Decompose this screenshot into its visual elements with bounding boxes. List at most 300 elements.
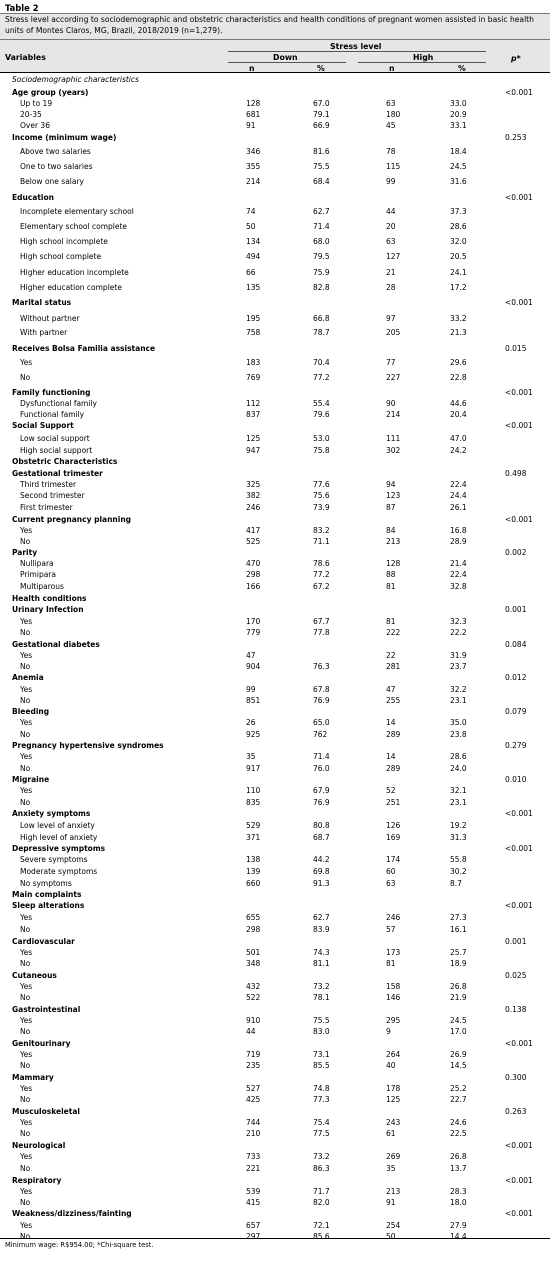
down-n-cell: 539: [246, 1187, 261, 1196]
high-pct-cell: 23.1: [450, 696, 467, 705]
row-label: Yes: [20, 948, 33, 957]
high-n-cell: 84: [386, 526, 396, 535]
down-n-cell: 170: [246, 617, 261, 626]
p-value-cell: 0.138: [505, 1005, 527, 1014]
table-title: Table 2: [5, 3, 39, 13]
high-n-cell: 81: [386, 617, 396, 626]
high-pct-cell: 26.9: [450, 1050, 467, 1059]
p-value-cell: 0.084: [505, 640, 527, 649]
high-pct-cell: 25.7: [450, 948, 467, 957]
p-value-cell: 0.002: [505, 548, 527, 557]
down-pct-cell: 67.7: [313, 617, 330, 626]
down-pct-cell: 65.0: [313, 718, 330, 727]
high-n-cell: 227: [386, 373, 401, 382]
row-label: High level of anxiety: [20, 833, 98, 842]
down-n-cell: 214: [246, 177, 261, 186]
down-pct-cell: 62.7: [313, 913, 330, 922]
p-value-cell: <0.001: [505, 88, 533, 97]
row-label: Functional family: [20, 410, 85, 419]
row-label: Primipara: [20, 570, 56, 579]
row-label: Anemia: [12, 673, 44, 682]
row-label: Yes: [20, 1118, 33, 1127]
down-pct-cell: 74.8: [313, 1084, 330, 1093]
down-n-cell: 221: [246, 1164, 261, 1173]
high-pct-cell: 24.5: [450, 1016, 467, 1025]
down-n-cell: 758: [246, 328, 261, 337]
down-pct-cell: 80.8: [313, 821, 330, 830]
down-pct-cell: 73.1: [313, 1050, 330, 1059]
header-pct-high: %: [458, 64, 466, 73]
high-n-cell: 61: [386, 1129, 396, 1138]
down-pct-cell: 75.6: [313, 491, 330, 500]
row-label: Above two salaries: [20, 147, 91, 156]
row-label: Yes: [20, 913, 33, 922]
down-n-cell: 128: [246, 99, 261, 108]
down-n-cell: 660: [246, 879, 261, 888]
down-n-cell: 947: [246, 446, 261, 455]
down-pct-cell: 76.0: [313, 764, 330, 773]
row-label: Yes: [20, 752, 33, 761]
down-n-cell: 494: [246, 252, 261, 261]
row-label: Mammary: [12, 1073, 54, 1082]
high-n-cell: 251: [386, 798, 401, 807]
row-label: High social support: [20, 446, 93, 455]
down-n-cell: 529: [246, 821, 261, 830]
row-label: Third trimester: [20, 480, 77, 489]
down-pct-cell: 77.2: [313, 570, 330, 579]
p-value-cell: 0.001: [505, 605, 527, 614]
high-n-cell: 246: [386, 913, 401, 922]
down-pct-cell: 55.4: [313, 399, 330, 408]
high-pct-cell: 26.1: [450, 503, 467, 512]
down-n-cell: 925: [246, 730, 261, 739]
high-n-cell: 28: [386, 283, 396, 292]
row-label: Gastrointestinal: [12, 1005, 81, 1014]
row-label: Moderate symptoms: [20, 867, 98, 876]
high-n-cell: 180: [386, 110, 401, 119]
high-pct-cell: 20.4: [450, 410, 467, 419]
high-n-cell: 178: [386, 1084, 401, 1093]
down-n-cell: 246: [246, 503, 261, 512]
down-pct-cell: 71.7: [313, 1187, 330, 1196]
row-label: Yes: [20, 982, 33, 991]
row-label: Obstetric Characteristics: [12, 457, 118, 466]
down-n-cell: 910: [246, 1016, 261, 1025]
row-label: High school complete: [20, 252, 102, 261]
down-n-cell: 681: [246, 110, 261, 119]
high-n-cell: 222: [386, 628, 401, 637]
down-rule: [228, 62, 346, 63]
row-label: One to two salaries: [20, 162, 93, 171]
high-n-cell: 81: [386, 582, 396, 591]
down-pct-cell: 77.2: [313, 373, 330, 382]
high-pct-cell: 25.2: [450, 1084, 467, 1093]
down-n-cell: 744: [246, 1118, 261, 1127]
p-value-cell: <0.001: [505, 1209, 533, 1218]
row-label: Yes: [20, 1050, 33, 1059]
down-pct-cell: 71.4: [313, 752, 330, 761]
high-pct-cell: 32.0: [450, 237, 467, 246]
high-n-cell: 90: [386, 399, 396, 408]
high-n-cell: 158: [386, 982, 401, 991]
down-pct-cell: 71.4: [313, 222, 330, 231]
high-n-cell: 97: [386, 314, 396, 323]
row-label: Anxiety symptoms: [12, 809, 91, 818]
down-pct-cell: 91.3: [313, 879, 330, 888]
high-n-cell: 14: [386, 718, 396, 727]
header-n-down: n: [249, 64, 255, 73]
row-label: No: [20, 1129, 31, 1138]
down-pct-cell: 77.3: [313, 1095, 330, 1104]
down-n-cell: 112: [246, 399, 261, 408]
high-pct-cell: 23.7: [450, 662, 467, 671]
down-n-cell: 348: [246, 959, 261, 968]
high-pct-cell: 22.4: [450, 480, 467, 489]
high-n-cell: 40: [386, 1061, 396, 1070]
down-pct-cell: 75.8: [313, 446, 330, 455]
high-n-cell: 111: [386, 434, 401, 443]
high-pct-cell: 28.3: [450, 1187, 467, 1196]
high-n-cell: 99: [386, 177, 396, 186]
down-n-cell: 346: [246, 147, 261, 156]
row-label: Elementary school complete: [20, 222, 128, 231]
row-label: No: [20, 1232, 31, 1241]
high-n-cell: 115: [386, 162, 401, 171]
high-n-cell: 91: [386, 1198, 396, 1207]
down-n-cell: 655: [246, 913, 261, 922]
row-label: No: [20, 1061, 31, 1070]
down-pct-cell: 73.9: [313, 503, 330, 512]
high-pct-cell: 22.4: [450, 570, 467, 579]
p-value-cell: <0.001: [505, 844, 533, 853]
row-label: Family functioning: [12, 388, 91, 397]
down-n-cell: 297: [246, 1232, 261, 1241]
high-pct-cell: 44.6: [450, 399, 467, 408]
down-pct-cell: 67.8: [313, 685, 330, 694]
p-value-cell: <0.001: [505, 388, 533, 397]
row-label: Musculoskeletal: [12, 1107, 80, 1116]
down-n-cell: 26: [246, 718, 256, 727]
row-label: Migraine: [12, 775, 50, 784]
high-pct-cell: 23.8: [450, 730, 467, 739]
down-pct-cell: 78.1: [313, 993, 330, 1002]
high-pct-cell: 26.8: [450, 982, 467, 991]
row-label: High school incomplete: [20, 237, 108, 246]
high-pct-cell: 24.2: [450, 446, 467, 455]
row-label: No symptoms: [20, 879, 72, 888]
row-label: Receives Bolsa Familia assistance: [12, 344, 156, 353]
down-pct-cell: 79.5: [313, 252, 330, 261]
down-pct-cell: 44.2: [313, 855, 330, 864]
down-n-cell: 134: [246, 237, 261, 246]
high-n-cell: 289: [386, 730, 401, 739]
high-n-cell: 205: [386, 328, 401, 337]
p-value-cell: 0.253: [505, 133, 527, 142]
down-n-cell: 110: [246, 786, 261, 795]
row-label: Health conditions: [12, 594, 87, 603]
caption-box: [0, 13, 550, 40]
high-pct-cell: 33.1: [450, 121, 467, 130]
down-n-cell: 166: [246, 582, 261, 591]
high-pct-cell: 13.7: [450, 1164, 467, 1173]
down-pct-cell: 75.5: [313, 1016, 330, 1025]
down-n-cell: 779: [246, 628, 261, 637]
down-n-cell: 44: [246, 1027, 256, 1036]
down-n-cell: 371: [246, 833, 261, 842]
high-n-cell: 173: [386, 948, 401, 957]
high-n-cell: 128: [386, 559, 401, 568]
high-pct-cell: 24.5: [450, 162, 467, 171]
down-n-cell: 355: [246, 162, 261, 171]
down-pct-cell: 85.6: [313, 1232, 330, 1241]
high-pct-cell: 28.6: [450, 222, 467, 231]
row-label: Education: [12, 193, 54, 202]
high-pct-cell: 17.0: [450, 1027, 467, 1036]
row-label: First trimester: [20, 503, 73, 512]
row-label: Bleeding: [12, 707, 50, 716]
down-n-cell: 99: [246, 685, 256, 694]
row-label: Severe symptoms: [20, 855, 88, 864]
down-n-cell: 298: [246, 925, 261, 934]
row-label: Yes: [20, 1016, 33, 1025]
row-label: Yes: [20, 1187, 33, 1196]
high-pct-cell: 24.6: [450, 1118, 467, 1127]
high-n-cell: 21: [386, 268, 396, 277]
down-n-cell: 837: [246, 410, 261, 419]
row-label: Gestational trimester: [12, 469, 103, 478]
p-value-cell: 0.079: [505, 707, 527, 716]
table-header: [0, 39, 550, 73]
row-label: No: [20, 1164, 31, 1173]
down-pct-cell: 83.2: [313, 526, 330, 535]
high-pct-cell: 30.2: [450, 867, 467, 876]
high-n-cell: 52: [386, 786, 396, 795]
down-n-cell: 917: [246, 764, 261, 773]
high-n-cell: 94: [386, 480, 396, 489]
p-value-cell: 0.001: [505, 937, 527, 946]
down-n-cell: 66: [246, 268, 256, 277]
high-pct-cell: 33.2: [450, 314, 467, 323]
p-value-cell: 0.010: [505, 775, 527, 784]
high-pct-cell: 24.1: [450, 268, 467, 277]
down-n-cell: 432: [246, 982, 261, 991]
row-label: No: [20, 537, 31, 546]
down-n-cell: 325: [246, 480, 261, 489]
high-pct-cell: 32.3: [450, 617, 467, 626]
high-rule: [358, 62, 486, 63]
high-n-cell: 213: [386, 537, 401, 546]
down-pct-cell: 75.5: [313, 162, 330, 171]
down-pct-cell: 76.3: [313, 662, 330, 671]
high-n-cell: 243: [386, 1118, 401, 1127]
row-label: 20-35: [20, 110, 42, 119]
row-label: Main complaints: [12, 890, 82, 899]
down-pct-cell: 77.5: [313, 1129, 330, 1138]
header-pct-down: %: [317, 64, 325, 73]
header-n-high: n: [389, 64, 395, 73]
down-pct-cell: 83.9: [313, 925, 330, 934]
row-label: Income (minimum wage): [12, 133, 117, 142]
row-label: Current pregnancy planning: [12, 515, 132, 524]
down-n-cell: 417: [246, 526, 261, 535]
down-pct-cell: 81.1: [313, 959, 330, 968]
table-caption: Stress level according to sociodemographic and obstetric characteristics and health conditions of pregnant women assisted in basic health units of Montes Claros, MG, Brazil, 2018/2019 (n=1,279).: [5, 15, 534, 35]
down-n-cell: 425: [246, 1095, 261, 1104]
row-label: Higher education complete: [20, 283, 122, 292]
down-pct-cell: 79.1: [313, 110, 330, 119]
down-n-cell: 298: [246, 570, 261, 579]
down-pct-cell: 68.4: [313, 177, 330, 186]
down-pct-cell: 75.9: [313, 268, 330, 277]
stress-level-rule: [228, 51, 486, 52]
down-pct-cell: 67.2: [313, 582, 330, 591]
row-label: Gestational diabetes: [12, 640, 100, 649]
down-n-cell: 235: [246, 1061, 261, 1070]
high-n-cell: 63: [386, 99, 396, 108]
high-n-cell: 47: [386, 685, 396, 694]
high-pct-cell: 18.9: [450, 959, 467, 968]
p-value-cell: <0.001: [505, 515, 533, 524]
down-n-cell: 125: [246, 434, 261, 443]
p-value-cell: <0.001: [505, 1039, 533, 1048]
down-pct-cell: 68.7: [313, 833, 330, 842]
row-label: Below one salary: [20, 177, 84, 186]
high-n-cell: 289: [386, 764, 401, 773]
high-pct-cell: 32.1: [450, 786, 467, 795]
high-n-cell: 22: [386, 651, 396, 660]
p-value-cell: 0.015: [505, 344, 527, 353]
down-n-cell: 138: [246, 855, 261, 864]
row-label: No: [20, 730, 31, 739]
row-label: Yes: [20, 617, 33, 626]
row-label: Yes: [20, 526, 33, 535]
row-label: Weakness/dizziness/fainting: [12, 1209, 132, 1218]
down-pct-cell: 73.2: [313, 982, 330, 991]
down-pct-cell: 53.0: [313, 434, 330, 443]
p-value-cell: <0.001: [505, 421, 533, 430]
high-pct-cell: 16.8: [450, 526, 467, 535]
row-label: Parity: [12, 548, 38, 557]
high-n-cell: 123: [386, 491, 401, 500]
high-pct-cell: 21.9: [450, 993, 467, 1002]
row-label: Low level of anxiety: [20, 821, 95, 830]
p-value-cell: 0.279: [505, 741, 527, 750]
header-high: High: [413, 53, 434, 62]
row-label: No: [20, 959, 31, 968]
high-pct-cell: 18.0: [450, 1198, 467, 1207]
p-value-cell: 0.012: [505, 673, 527, 682]
row-label: Pregnancy hypertensive syndromes: [12, 741, 164, 750]
row-label: No: [20, 925, 31, 934]
row-label: Social Support: [12, 421, 74, 430]
down-pct-cell: 74.3: [313, 948, 330, 957]
high-pct-cell: 21.4: [450, 559, 467, 568]
p-value-cell: 0.300: [505, 1073, 527, 1082]
high-n-cell: 77: [386, 358, 396, 367]
row-label: Cutaneous: [12, 971, 57, 980]
high-n-cell: 44: [386, 207, 396, 216]
high-pct-cell: 33.0: [450, 99, 467, 108]
high-pct-cell: 32.8: [450, 582, 467, 591]
row-label: Sleep alterations: [12, 901, 85, 910]
high-pct-cell: 14.4: [450, 1232, 467, 1241]
down-pct-cell: 72.1: [313, 1221, 330, 1230]
high-pct-cell: 27.3: [450, 913, 467, 922]
high-pct-cell: 22.8: [450, 373, 467, 382]
high-n-cell: 126: [386, 821, 401, 830]
p-value-cell: <0.001: [505, 298, 533, 307]
row-label: Nullipara: [20, 559, 54, 568]
row-label: No: [20, 764, 31, 773]
high-n-cell: 63: [386, 879, 396, 888]
down-pct-cell: 86.3: [313, 1164, 330, 1173]
p-value-cell: <0.001: [505, 1141, 533, 1150]
down-pct-cell: 76.9: [313, 696, 330, 705]
high-n-cell: 269: [386, 1152, 401, 1161]
down-n-cell: 183: [246, 358, 261, 367]
high-n-cell: 81: [386, 959, 396, 968]
high-n-cell: 281: [386, 662, 401, 671]
high-n-cell: 57: [386, 925, 396, 934]
down-n-cell: 527: [246, 1084, 261, 1093]
row-label: Sociodemographic characteristics: [12, 75, 139, 84]
down-pct-cell: 62.7: [313, 207, 330, 216]
row-label: With partner: [20, 328, 68, 337]
high-n-cell: 35: [386, 1164, 396, 1173]
down-n-cell: 74: [246, 207, 256, 216]
table-bottom-rule: [0, 1238, 550, 1239]
down-n-cell: 719: [246, 1050, 261, 1059]
row-label: Incomplete elementary school: [20, 207, 134, 216]
down-pct-cell: 77.8: [313, 628, 330, 637]
header-down: Down: [273, 53, 298, 62]
row-label: Respiratory: [12, 1176, 62, 1185]
high-n-cell: 254: [386, 1221, 401, 1230]
high-n-cell: 87: [386, 503, 396, 512]
header-p-value: p*: [511, 54, 521, 63]
high-pct-cell: 31.9: [450, 651, 467, 660]
down-pct-cell: 70.4: [313, 358, 330, 367]
down-n-cell: 91: [246, 121, 256, 130]
p-value-cell: <0.001: [505, 809, 533, 818]
row-label: No: [20, 993, 31, 1002]
row-label: Yes: [20, 1152, 33, 1161]
high-pct-cell: 17.2: [450, 283, 467, 292]
p-value-cell: 0.025: [505, 971, 527, 980]
down-n-cell: 415: [246, 1198, 261, 1207]
high-pct-cell: 24.4: [450, 491, 467, 500]
row-label: Multiparous: [20, 582, 64, 591]
down-n-cell: 501: [246, 948, 261, 957]
row-label: Yes: [20, 358, 33, 367]
row-label: Age group (years): [12, 88, 89, 97]
table-footnote: Minimum wage: R$954.00; *Chi-square test.: [5, 1241, 154, 1249]
row-label: Second trimester: [20, 491, 85, 500]
down-pct-cell: 66.9: [313, 121, 330, 130]
down-pct-cell: 76.9: [313, 798, 330, 807]
row-label: Dysfunctional family: [20, 399, 97, 408]
high-n-cell: 125: [386, 1095, 401, 1104]
row-label: Without partner: [20, 314, 80, 323]
high-pct-cell: 23.1: [450, 798, 467, 807]
row-label: Yes: [20, 718, 33, 727]
high-n-cell: 60: [386, 867, 396, 876]
down-pct-cell: 66.8: [313, 314, 330, 323]
high-n-cell: 295: [386, 1016, 401, 1025]
high-pct-cell: 28.9: [450, 537, 467, 546]
high-pct-cell: 32.2: [450, 685, 467, 694]
down-n-cell: 904: [246, 662, 261, 671]
